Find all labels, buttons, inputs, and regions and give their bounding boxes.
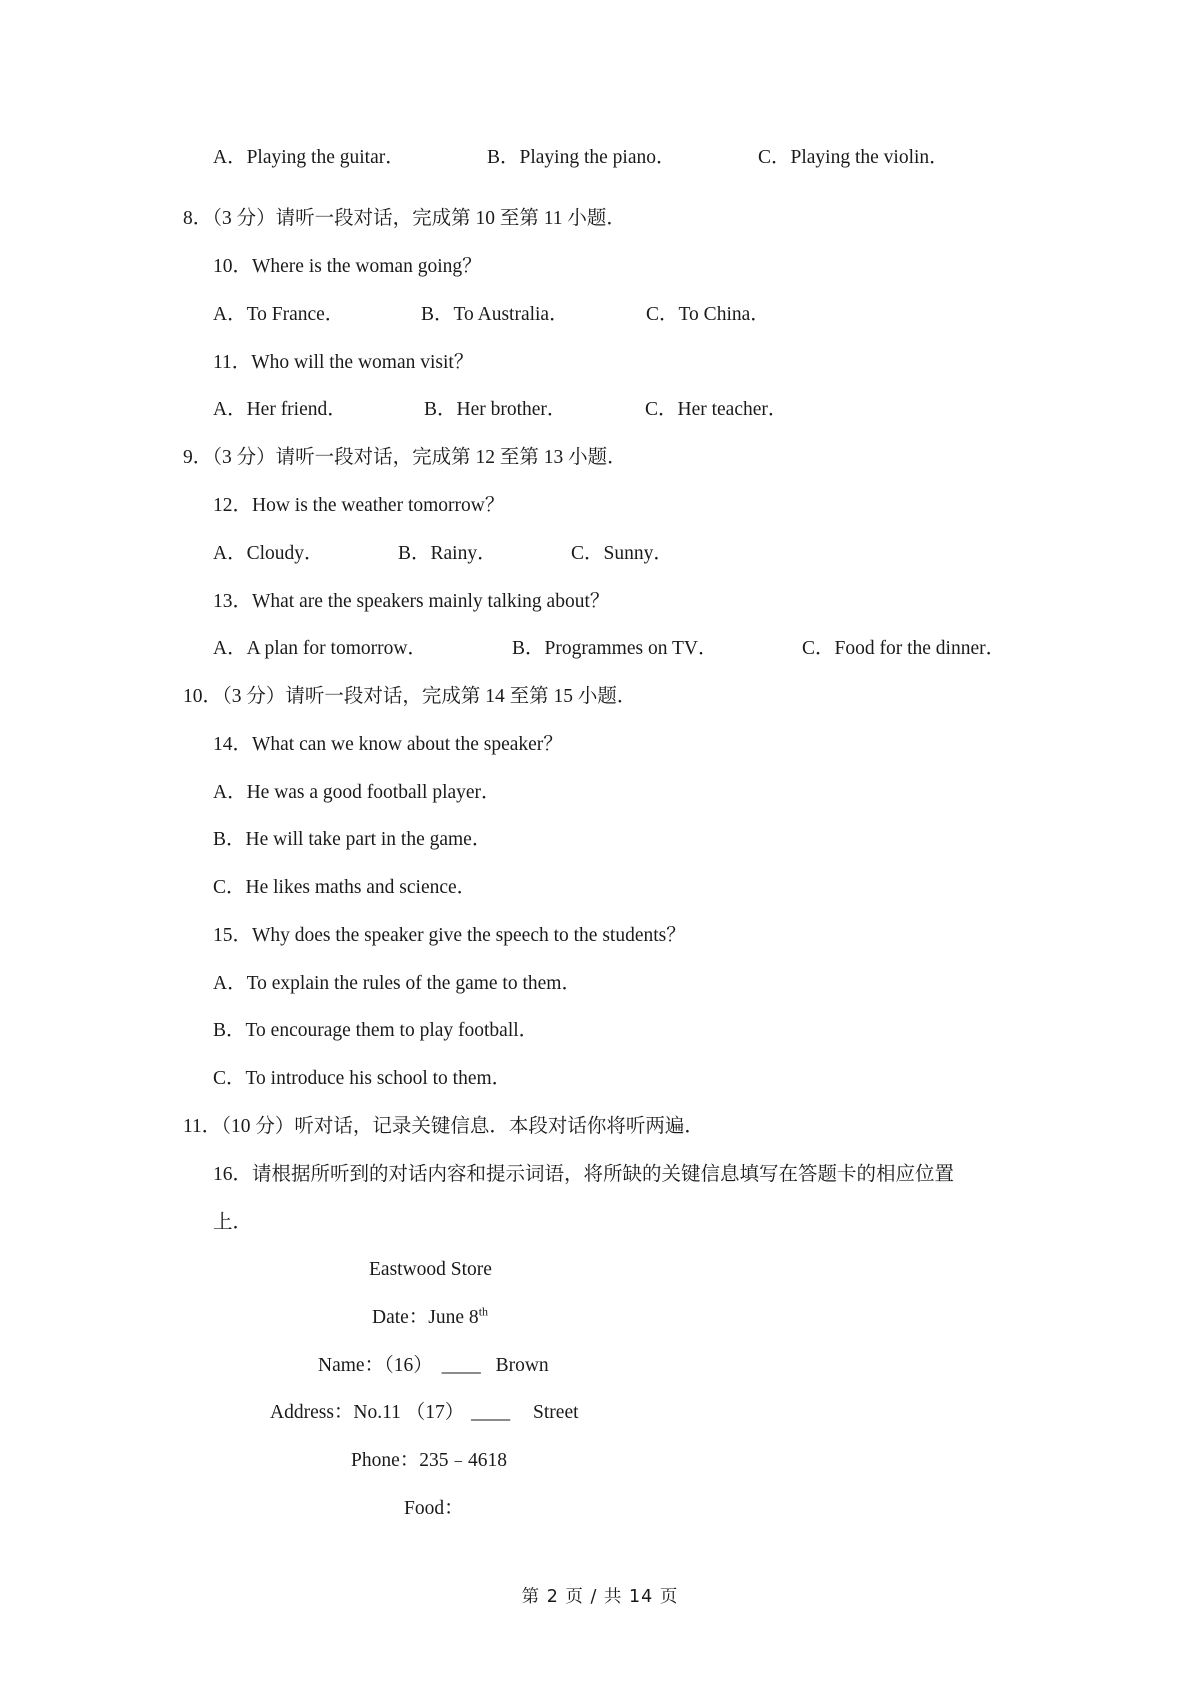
- question-15: 15．Why does the speaker give the speech to the students？: [213, 925, 686, 946]
- address-blank: ____: [471, 1402, 511, 1423]
- option-c: C．Playing the violin．: [758, 147, 949, 168]
- q15-option-a: A．To explain the rules of the game to them．: [213, 973, 581, 994]
- question-13: 13．What are the speakers mainly talking about？: [213, 591, 610, 612]
- section-9-header: 9．（3 分）请听一段对话，完成第 12 至第 13 小题．: [183, 447, 627, 468]
- question-10: 10．Where is the woman going？: [213, 256, 482, 277]
- form-store-name: Eastwood Store: [369, 1259, 492, 1280]
- address-label: Address：No.11 （17）: [270, 1402, 465, 1423]
- form-food: Food：: [404, 1498, 464, 1519]
- q15-option-c: C．To introduce his school to them．: [213, 1068, 512, 1089]
- option-c: C．To China．: [646, 304, 770, 325]
- section-8-header: 8．（3 分）请听一段对话，完成第 10 至第 11 小题．: [183, 208, 626, 229]
- option-b: B．Rainy．: [398, 543, 497, 564]
- date-label: Date：June 8: [372, 1307, 479, 1328]
- name-label: Name：（16）: [318, 1355, 433, 1376]
- name-after: Brown: [495, 1355, 549, 1376]
- q15-option-b: B．To encourage them to play football．: [213, 1020, 539, 1041]
- option-a: A．Cloudy．: [213, 543, 324, 564]
- name-blank: ____: [441, 1355, 481, 1376]
- form-name-row: [318, 1354, 549, 1378]
- question-11: 11．Who will the woman visit？: [213, 352, 474, 373]
- section-11-header: 11．（10 分）听对话，记录关键信息．本段对话你将听两遍．: [183, 1116, 704, 1137]
- option-a: A．To France．: [213, 304, 345, 325]
- section-10-header: 10．（3 分）请听一段对话，完成第 14 至第 15 小题．: [183, 686, 637, 707]
- option-a: A．Playing the guitar．: [213, 147, 405, 168]
- question-14: 14．What can we know about the speaker？: [213, 734, 563, 755]
- form-date: [372, 1306, 488, 1330]
- page-footer: 第 2 页 / 共 14 页: [521, 1587, 679, 1607]
- option-a: A．Her friend．: [213, 399, 347, 420]
- option-c: C．Her teacher．: [645, 399, 788, 420]
- form-phone: Phone：235﹣4618: [351, 1450, 508, 1471]
- option-a: A．A plan for tomorrow．: [213, 638, 427, 659]
- address-after: Street: [533, 1402, 579, 1423]
- question-12: 12．How is the weather tomorrow？: [213, 495, 505, 516]
- q14-option-c: C．He likes maths and science．: [213, 877, 477, 898]
- q14-option-b: B．He will take part in the game．: [213, 829, 492, 850]
- question-16-line2: 上．: [213, 1212, 253, 1233]
- option-b: B．Programmes on TV．: [512, 638, 718, 659]
- option-b: B．To Australia．: [421, 304, 569, 325]
- date-suffix: th: [478, 1304, 489, 1319]
- question-16-line1: 16．请根据所听到的对话内容和提示词语，将所缺的关键信息填写在答题卡的相应位置: [213, 1164, 955, 1185]
- q14-option-a: A．He was a good football player．: [213, 782, 501, 803]
- option-b: B．Her brother．: [424, 399, 567, 420]
- option-b: B．Playing the piano．: [487, 147, 676, 168]
- form-address-row: [270, 1401, 579, 1425]
- option-c: C．Food for the dinner．: [802, 638, 1006, 659]
- option-c: C．Sunny．: [571, 543, 673, 564]
